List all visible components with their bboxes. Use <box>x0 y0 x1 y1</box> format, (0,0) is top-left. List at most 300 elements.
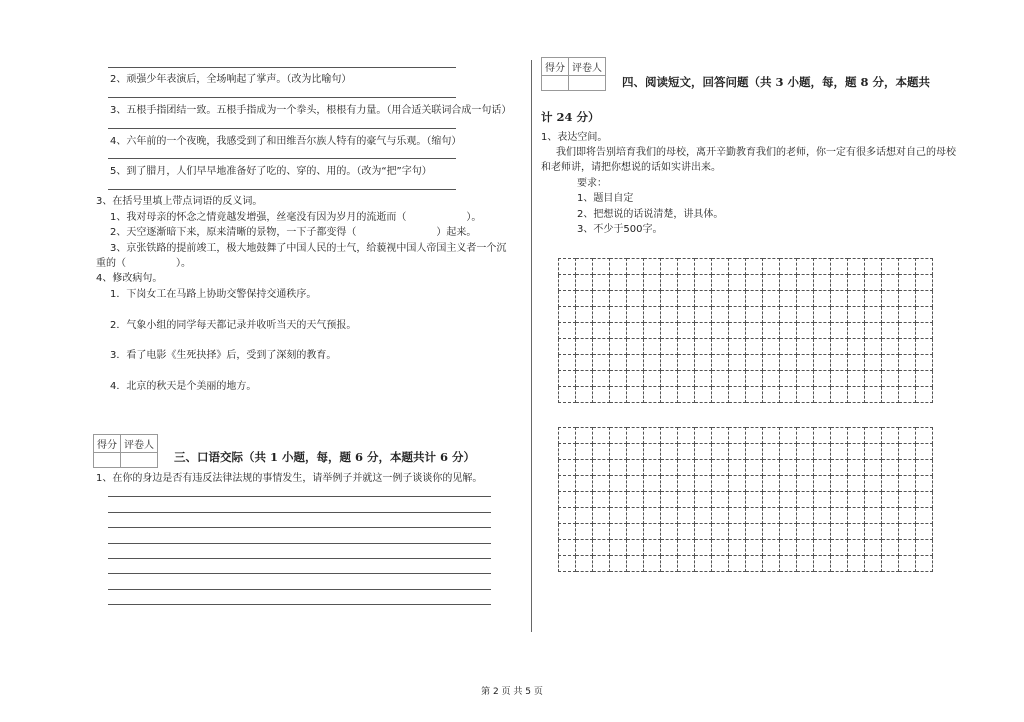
grid-cell[interactable] <box>882 556 899 572</box>
grid-cell[interactable] <box>916 444 933 460</box>
grid-cell[interactable] <box>797 387 814 403</box>
grid-cell[interactable] <box>899 339 916 355</box>
grid-cell[interactable] <box>593 540 610 556</box>
grid-cell[interactable] <box>780 387 797 403</box>
grid-cell[interactable] <box>763 323 780 339</box>
grid-cell[interactable] <box>695 556 712 572</box>
grid-cell[interactable] <box>797 460 814 476</box>
grid-cell[interactable] <box>644 444 661 460</box>
grid-cell[interactable] <box>695 291 712 307</box>
grid-cell[interactable] <box>593 492 610 508</box>
grid-cell[interactable] <box>831 291 848 307</box>
grid-cell[interactable] <box>780 275 797 291</box>
grid-cell[interactable] <box>576 355 593 371</box>
grid-cell[interactable] <box>729 339 746 355</box>
grid-cell[interactable] <box>610 476 627 492</box>
grid-cell[interactable] <box>763 492 780 508</box>
grid-cell[interactable] <box>916 259 933 275</box>
grid-cell[interactable] <box>729 428 746 444</box>
grid-cell[interactable] <box>746 460 763 476</box>
grid-cell[interactable] <box>695 323 712 339</box>
grid-cell[interactable] <box>848 508 865 524</box>
grid-cell[interactable] <box>848 355 865 371</box>
grid-cell[interactable] <box>576 275 593 291</box>
grid-cell[interactable] <box>559 371 576 387</box>
grid-cell[interactable] <box>593 524 610 540</box>
grid-cell[interactable] <box>848 323 865 339</box>
writing-grid[interactable] <box>558 258 933 403</box>
answer-line[interactable] <box>108 189 456 190</box>
grid-cell[interactable] <box>559 428 576 444</box>
grid-cell[interactable] <box>746 323 763 339</box>
grid-cell[interactable] <box>729 476 746 492</box>
grid-cell[interactable] <box>610 460 627 476</box>
grid-cell[interactable] <box>865 275 882 291</box>
grid-cell[interactable] <box>814 355 831 371</box>
grid-cell[interactable] <box>695 492 712 508</box>
grid-cell[interactable] <box>644 540 661 556</box>
writing-grid[interactable] <box>558 427 933 572</box>
grid-cell[interactable] <box>780 291 797 307</box>
grid-cell[interactable] <box>593 508 610 524</box>
grid-cell[interactable] <box>814 556 831 572</box>
grid-cell[interactable] <box>899 492 916 508</box>
grid-cell[interactable] <box>559 355 576 371</box>
grid-cell[interactable] <box>746 428 763 444</box>
grid-cell[interactable] <box>899 355 916 371</box>
grid-cell[interactable] <box>661 323 678 339</box>
grid-cell[interactable] <box>865 540 882 556</box>
grid-cell[interactable] <box>678 444 695 460</box>
grid-cell[interactable] <box>695 259 712 275</box>
grid-cell[interactable] <box>865 524 882 540</box>
grid-cell[interactable] <box>899 307 916 323</box>
grid-cell[interactable] <box>797 444 814 460</box>
grid-cell[interactable] <box>661 524 678 540</box>
grid-cell[interactable] <box>610 339 627 355</box>
grid-cell[interactable] <box>712 371 729 387</box>
grid-cell[interactable] <box>678 339 695 355</box>
grid-cell[interactable] <box>763 540 780 556</box>
grid-cell[interactable] <box>627 556 644 572</box>
grid-cell[interactable] <box>695 540 712 556</box>
score-cell[interactable] <box>542 76 569 91</box>
grid-cell[interactable] <box>712 339 729 355</box>
grid-cell[interactable] <box>865 508 882 524</box>
grid-cell[interactable] <box>678 476 695 492</box>
grid-cell[interactable] <box>712 307 729 323</box>
grid-cell[interactable] <box>661 259 678 275</box>
grid-cell[interactable] <box>729 259 746 275</box>
grid-cell[interactable] <box>916 355 933 371</box>
grid-cell[interactable] <box>678 275 695 291</box>
grid-cell[interactable] <box>729 492 746 508</box>
grid-cell[interactable] <box>610 444 627 460</box>
score-cell[interactable] <box>94 453 121 468</box>
grid-cell[interactable] <box>899 387 916 403</box>
grid-cell[interactable] <box>814 387 831 403</box>
grid-cell[interactable] <box>882 339 899 355</box>
grid-cell[interactable] <box>899 444 916 460</box>
grid-cell[interactable] <box>627 508 644 524</box>
grid-cell[interactable] <box>576 556 593 572</box>
grid-cell[interactable] <box>916 508 933 524</box>
answer-line[interactable] <box>108 543 491 544</box>
grid-cell[interactable] <box>559 540 576 556</box>
grid-cell[interactable] <box>763 476 780 492</box>
grid-cell[interactable] <box>593 556 610 572</box>
grid-cell[interactable] <box>746 339 763 355</box>
grid-cell[interactable] <box>610 508 627 524</box>
grid-cell[interactable] <box>814 259 831 275</box>
grid-cell[interactable] <box>780 428 797 444</box>
grid-cell[interactable] <box>610 387 627 403</box>
grid-cell[interactable] <box>831 259 848 275</box>
grid-cell[interactable] <box>593 444 610 460</box>
grid-cell[interactable] <box>746 444 763 460</box>
grid-cell[interactable] <box>814 492 831 508</box>
grid-cell[interactable] <box>763 307 780 323</box>
grid-cell[interactable] <box>559 444 576 460</box>
grid-cell[interactable] <box>593 291 610 307</box>
grid-cell[interactable] <box>593 259 610 275</box>
grid-cell[interactable] <box>780 259 797 275</box>
grid-cell[interactable] <box>763 291 780 307</box>
grid-cell[interactable] <box>882 460 899 476</box>
grid-cell[interactable] <box>780 444 797 460</box>
answer-line[interactable] <box>108 604 491 605</box>
grid-cell[interactable] <box>814 371 831 387</box>
grid-cell[interactable] <box>559 556 576 572</box>
grid-cell[interactable] <box>576 323 593 339</box>
grid-cell[interactable] <box>848 524 865 540</box>
grid-cell[interactable] <box>627 259 644 275</box>
grid-cell[interactable] <box>865 444 882 460</box>
grid-cell[interactable] <box>661 428 678 444</box>
grid-cell[interactable] <box>746 307 763 323</box>
grid-cell[interactable] <box>814 460 831 476</box>
grid-cell[interactable] <box>882 371 899 387</box>
grid-cell[interactable] <box>746 259 763 275</box>
grid-cell[interactable] <box>899 259 916 275</box>
grid-cell[interactable] <box>916 428 933 444</box>
grid-cell[interactable] <box>899 508 916 524</box>
grid-cell[interactable] <box>780 492 797 508</box>
grid-cell[interactable] <box>593 476 610 492</box>
grid-cell[interactable] <box>780 355 797 371</box>
grid-cell[interactable] <box>916 291 933 307</box>
grid-cell[interactable] <box>627 307 644 323</box>
grid-cell[interactable] <box>695 307 712 323</box>
grid-cell[interactable] <box>831 444 848 460</box>
grid-cell[interactable] <box>848 428 865 444</box>
grid-cell[interactable] <box>678 355 695 371</box>
grid-cell[interactable] <box>678 524 695 540</box>
grid-cell[interactable] <box>729 556 746 572</box>
grid-cell[interactable] <box>610 556 627 572</box>
grid-cell[interactable] <box>712 556 729 572</box>
grid-cell[interactable] <box>848 275 865 291</box>
grid-cell[interactable] <box>882 275 899 291</box>
grid-cell[interactable] <box>593 428 610 444</box>
grid-cell[interactable] <box>559 307 576 323</box>
grid-cell[interactable] <box>865 355 882 371</box>
grid-cell[interactable] <box>559 460 576 476</box>
grid-cell[interactable] <box>831 508 848 524</box>
grid-cell[interactable] <box>712 476 729 492</box>
grid-cell[interactable] <box>644 387 661 403</box>
grid-cell[interactable] <box>814 428 831 444</box>
grid-cell[interactable] <box>678 460 695 476</box>
grid-cell[interactable] <box>780 371 797 387</box>
grid-cell[interactable] <box>848 444 865 460</box>
grid-cell[interactable] <box>763 524 780 540</box>
grid-cell[interactable] <box>678 259 695 275</box>
grid-cell[interactable] <box>576 291 593 307</box>
grid-cell[interactable] <box>678 323 695 339</box>
grid-cell[interactable] <box>763 371 780 387</box>
grid-cell[interactable] <box>627 387 644 403</box>
answer-line[interactable] <box>108 558 491 559</box>
grid-cell[interactable] <box>746 540 763 556</box>
grid-cell[interactable] <box>899 428 916 444</box>
grid-cell[interactable] <box>644 355 661 371</box>
grid-cell[interactable] <box>797 428 814 444</box>
grid-cell[interactable] <box>797 291 814 307</box>
grid-cell[interactable] <box>848 371 865 387</box>
grid-cell[interactable] <box>678 371 695 387</box>
grid-cell[interactable] <box>916 524 933 540</box>
grid-cell[interactable] <box>593 275 610 291</box>
grid-cell[interactable] <box>763 444 780 460</box>
grid-cell[interactable] <box>695 275 712 291</box>
grid-cell[interactable] <box>814 444 831 460</box>
grid-cell[interactable] <box>848 556 865 572</box>
grid-cell[interactable] <box>576 540 593 556</box>
grid-cell[interactable] <box>627 476 644 492</box>
grid-cell[interactable] <box>814 540 831 556</box>
grid-cell[interactable] <box>916 371 933 387</box>
grid-cell[interactable] <box>712 387 729 403</box>
grid-cell[interactable] <box>661 291 678 307</box>
grid-cell[interactable] <box>746 371 763 387</box>
grid-cell[interactable] <box>865 323 882 339</box>
grid-cell[interactable] <box>593 371 610 387</box>
grid-cell[interactable] <box>678 492 695 508</box>
grid-cell[interactable] <box>865 476 882 492</box>
grid-cell[interactable] <box>678 428 695 444</box>
grid-cell[interactable] <box>559 524 576 540</box>
grid-cell[interactable] <box>593 307 610 323</box>
grid-cell[interactable] <box>644 428 661 444</box>
grid-cell[interactable] <box>882 476 899 492</box>
grid-cell[interactable] <box>882 508 899 524</box>
grid-cell[interactable] <box>848 339 865 355</box>
grid-cell[interactable] <box>729 323 746 339</box>
grid-cell[interactable] <box>865 307 882 323</box>
grid-cell[interactable] <box>576 428 593 444</box>
grid-cell[interactable] <box>695 508 712 524</box>
grid-cell[interactable] <box>746 291 763 307</box>
grid-cell[interactable] <box>695 428 712 444</box>
grid-cell[interactable] <box>780 307 797 323</box>
grid-cell[interactable] <box>661 540 678 556</box>
grid-cell[interactable] <box>916 339 933 355</box>
grid-cell[interactable] <box>865 259 882 275</box>
grid-cell[interactable] <box>831 428 848 444</box>
grid-cell[interactable] <box>797 275 814 291</box>
grid-cell[interactable] <box>865 371 882 387</box>
grid-cell[interactable] <box>916 387 933 403</box>
grid-cell[interactable] <box>780 508 797 524</box>
grid-cell[interactable] <box>916 460 933 476</box>
grid-cell[interactable] <box>899 291 916 307</box>
answer-line[interactable] <box>108 496 491 497</box>
grid-cell[interactable] <box>814 476 831 492</box>
grid-cell[interactable] <box>576 339 593 355</box>
grid-cell[interactable] <box>780 339 797 355</box>
grid-cell[interactable] <box>797 508 814 524</box>
grid-cell[interactable] <box>746 275 763 291</box>
grid-cell[interactable] <box>576 371 593 387</box>
grid-cell[interactable] <box>899 275 916 291</box>
grid-cell[interactable] <box>797 476 814 492</box>
grid-cell[interactable] <box>610 259 627 275</box>
grid-cell[interactable] <box>831 355 848 371</box>
grid-cell[interactable] <box>559 387 576 403</box>
grid-cell[interactable] <box>729 444 746 460</box>
grid-cell[interactable] <box>882 540 899 556</box>
grid-cell[interactable] <box>865 460 882 476</box>
grid-cell[interactable] <box>627 355 644 371</box>
grid-cell[interactable] <box>814 323 831 339</box>
grid-cell[interactable] <box>848 492 865 508</box>
grid-cell[interactable] <box>576 307 593 323</box>
grid-cell[interactable] <box>610 428 627 444</box>
grid-cell[interactable] <box>797 259 814 275</box>
grid-cell[interactable] <box>797 323 814 339</box>
grid-cell[interactable] <box>916 556 933 572</box>
answer-line[interactable] <box>108 158 456 159</box>
grid-cell[interactable] <box>831 387 848 403</box>
grid-cell[interactable] <box>661 307 678 323</box>
grid-cell[interactable] <box>763 259 780 275</box>
grid-cell[interactable] <box>780 524 797 540</box>
grid-cell[interactable] <box>780 556 797 572</box>
grid-cell[interactable] <box>882 259 899 275</box>
grid-cell[interactable] <box>729 460 746 476</box>
grid-cell[interactable] <box>899 556 916 572</box>
grid-cell[interactable] <box>729 524 746 540</box>
grid-cell[interactable] <box>627 323 644 339</box>
grid-cell[interactable] <box>627 428 644 444</box>
grid-cell[interactable] <box>814 275 831 291</box>
grid-cell[interactable] <box>644 492 661 508</box>
grid-cell[interactable] <box>831 323 848 339</box>
grid-cell[interactable] <box>814 524 831 540</box>
grid-cell[interactable] <box>746 492 763 508</box>
grid-cell[interactable] <box>865 556 882 572</box>
grid-cell[interactable] <box>627 524 644 540</box>
grid-cell[interactable] <box>882 291 899 307</box>
grid-cell[interactable] <box>661 460 678 476</box>
grid-cell[interactable] <box>644 476 661 492</box>
grid-cell[interactable] <box>661 556 678 572</box>
grid-cell[interactable] <box>916 323 933 339</box>
grid-cell[interactable] <box>729 371 746 387</box>
grid-cell[interactable] <box>678 540 695 556</box>
grid-cell[interactable] <box>644 524 661 540</box>
grid-cell[interactable] <box>661 387 678 403</box>
grid-cell[interactable] <box>899 524 916 540</box>
grid-cell[interactable] <box>661 275 678 291</box>
grid-cell[interactable] <box>576 460 593 476</box>
grid-cell[interactable] <box>746 355 763 371</box>
grid-cell[interactable] <box>814 291 831 307</box>
answer-line[interactable] <box>108 573 491 574</box>
grid-cell[interactable] <box>763 339 780 355</box>
grid-cell[interactable] <box>814 307 831 323</box>
grid-cell[interactable] <box>627 291 644 307</box>
grid-cell[interactable] <box>559 323 576 339</box>
grid-cell[interactable] <box>831 371 848 387</box>
grid-cell[interactable] <box>746 508 763 524</box>
grid-cell[interactable] <box>678 291 695 307</box>
grid-cell[interactable] <box>865 428 882 444</box>
grid-cell[interactable] <box>916 476 933 492</box>
grid-cell[interactable] <box>627 460 644 476</box>
grid-cell[interactable] <box>899 460 916 476</box>
grid-cell[interactable] <box>797 524 814 540</box>
grid-cell[interactable] <box>729 508 746 524</box>
grid-cell[interactable] <box>831 275 848 291</box>
answer-line[interactable] <box>108 128 456 129</box>
grid-cell[interactable] <box>729 355 746 371</box>
grid-cell[interactable] <box>627 444 644 460</box>
grid-cell[interactable] <box>712 540 729 556</box>
grid-cell[interactable] <box>780 540 797 556</box>
grid-cell[interactable] <box>831 476 848 492</box>
grid-cell[interactable] <box>848 540 865 556</box>
grid-cell[interactable] <box>882 524 899 540</box>
grid-cell[interactable] <box>831 492 848 508</box>
grid-cell[interactable] <box>610 355 627 371</box>
grid-cell[interactable] <box>695 355 712 371</box>
grid-cell[interactable] <box>576 387 593 403</box>
grid-cell[interactable] <box>797 307 814 323</box>
grid-cell[interactable] <box>865 291 882 307</box>
grid-cell[interactable] <box>916 540 933 556</box>
grid-cell[interactable] <box>865 387 882 403</box>
grid-cell[interactable] <box>576 476 593 492</box>
grid-cell[interactable] <box>763 556 780 572</box>
grid-cell[interactable] <box>865 339 882 355</box>
grid-cell[interactable] <box>712 460 729 476</box>
grid-cell[interactable] <box>848 387 865 403</box>
grid-cell[interactable] <box>712 323 729 339</box>
grid-cell[interactable] <box>831 556 848 572</box>
grid-cell[interactable] <box>593 355 610 371</box>
grid-cell[interactable] <box>559 339 576 355</box>
grid-cell[interactable] <box>593 387 610 403</box>
grid-cell[interactable] <box>593 460 610 476</box>
grid-cell[interactable] <box>763 508 780 524</box>
grid-cell[interactable] <box>661 476 678 492</box>
grid-cell[interactable] <box>627 371 644 387</box>
grid-cell[interactable] <box>661 508 678 524</box>
grid-cell[interactable] <box>695 524 712 540</box>
grid-cell[interactable] <box>644 460 661 476</box>
